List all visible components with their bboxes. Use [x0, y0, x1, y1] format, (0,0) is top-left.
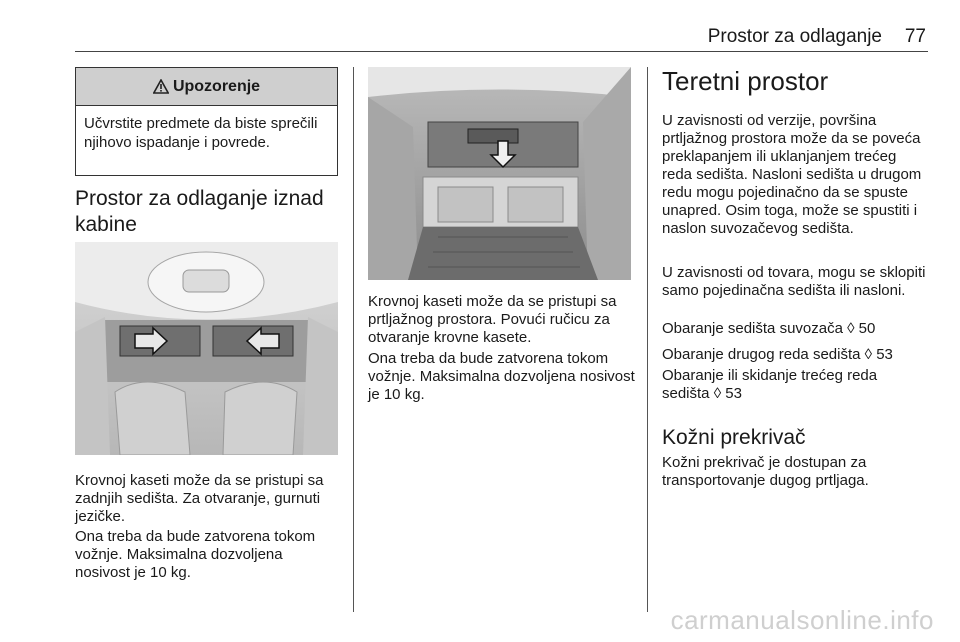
- header-rule: [75, 51, 928, 52]
- figure-overhead-storage: [75, 242, 338, 455]
- column-divider-1: [353, 67, 354, 612]
- cross-reference-second-row[interactable]: Obaranje drugog reda sedišta ◊ 53: [662, 346, 893, 363]
- warning-text: Učvrstite predmete da biste sprečili njihovo ispadanje i povrede.: [84, 115, 318, 151]
- column-divider-2: [647, 67, 648, 612]
- cross-reference-third-row[interactable]: Obaranje ili skidanje trećeg reda sedišta ◊ 53: [662, 367, 878, 402]
- warning-title: Upozorenje: [172, 77, 261, 95]
- warning-header: [76, 68, 337, 106]
- warning-box: [75, 67, 338, 176]
- col3-paragraph-1: U zavisnosti od verzije, površina prtljažnog prostora može da se poveća preklapanjem ili uklanjanjem trećeg reda sedišta. Nasloni sedišta u drugom redu mogu pojedinačno da se spuste unapred. Osim toga, može se spustiti i naslon suvozačevog sedišta.: [662, 112, 922, 237]
- col3-paragraph-2: U zavisnosti od tovara, mogu se sklopiti samo pojedinačna sedišta ili nasloni.: [662, 264, 926, 299]
- watermark: carmanualsonline.info: [670, 605, 934, 635]
- page-number: 77: [904, 26, 926, 47]
- warning-triangle-icon: [153, 79, 169, 94]
- running-header-title: Prostor za odlaganje: [707, 26, 882, 47]
- figure-cargo-roof-storage: [368, 67, 631, 280]
- section-heading-cargo: Teretni prostor: [662, 66, 829, 96]
- col2-paragraph-1: Krovnoj kaseti može da se pristupi sa prtljažnog prostora. Povući ručicu za otvaranje krovne kasete.: [368, 293, 617, 346]
- col2-paragraph-2: Ona treba da bude zatvorena tokom vožnje. Maksimalna dozvoljena nosivost je 10 kg.: [368, 350, 635, 403]
- col1-paragraph-2: Ona treba da bude zatvorena tokom vožnje. Maksimalna dozvoljena nosivost je 10 kg.: [75, 528, 316, 581]
- section-heading-overhead-storage: Prostor za odlaganje iznad kabine: [75, 187, 324, 236]
- cross-reference-passenger-seat[interactable]: Obaranje sedišta suvozača ◊ 50: [662, 320, 876, 337]
- col1-paragraph-1: Krovnoj kaseti može da se pristupi sa zadnjih sedišta. Za otvaranje, gurnuti jezičke.: [75, 472, 324, 525]
- subheading-leather-cover: Kožni prekrivač: [662, 426, 806, 449]
- col3-paragraph-3: Kožni prekrivač je dostupan za transportovanje dugog prtljaga.: [662, 454, 869, 489]
